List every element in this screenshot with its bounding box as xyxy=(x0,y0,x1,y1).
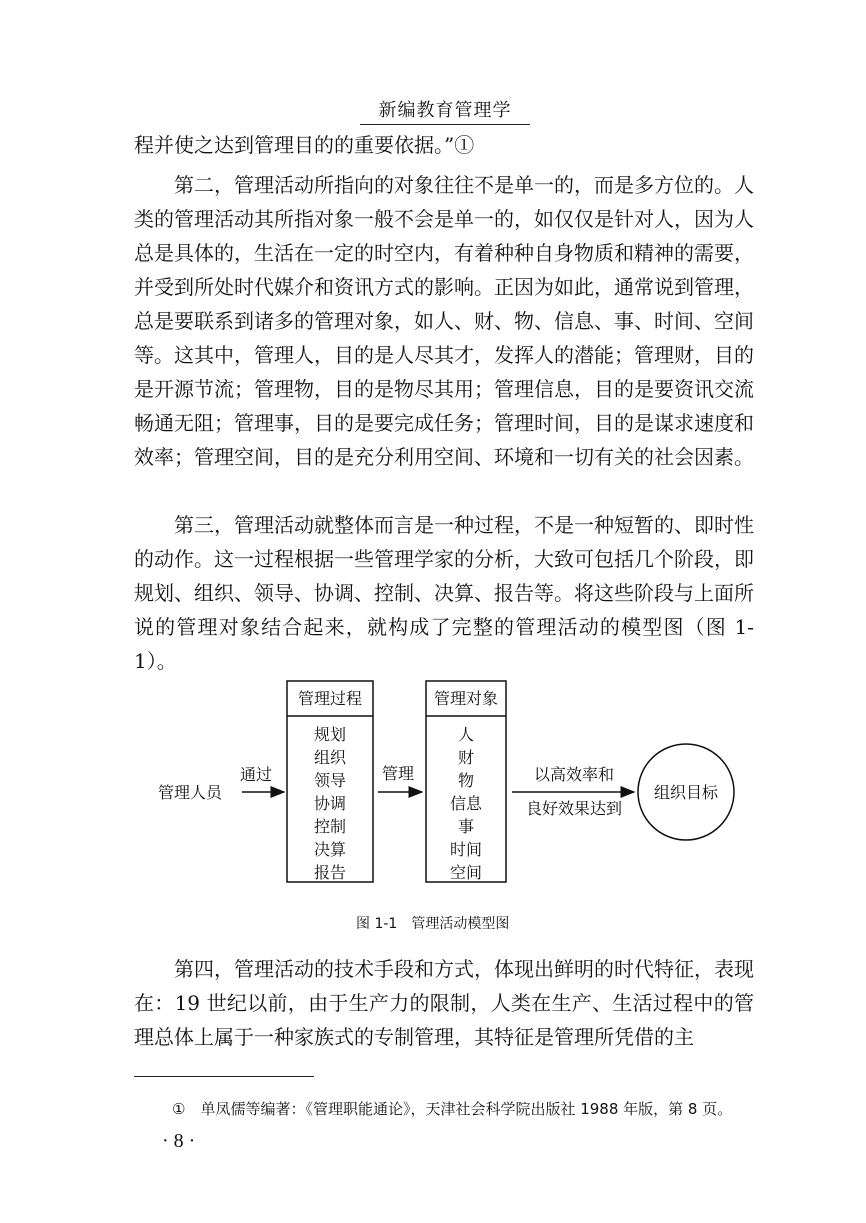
figure-caption: 图 1-1 管理活动模型图 xyxy=(356,916,510,932)
process-item: 决算 xyxy=(313,840,347,859)
object-items xyxy=(450,725,483,882)
process-item: 规划 xyxy=(313,725,347,744)
paragraph-3: 第三，管理活动就整体而言是一种过程，不是一种短暂的、即时性的动作。这一过程根据一些管理学家的分析，大致可包括几个阶段，即规划、组织、领导、协调、控制、决算、报告等。将这些阶段与上面所说的管理对象结合起来，就构成了完整的管理活动的模型图（图 1-1）。 xyxy=(134,513,754,673)
object-item: 信息 xyxy=(449,794,483,813)
footnote: ① 单凤儒等编著：《管理职能通论》，天津社会科学院出版社 1988 年版，第 8 页。 xyxy=(172,1100,733,1118)
process-item: 控制 xyxy=(313,817,347,836)
object-item: 财 xyxy=(457,748,475,767)
object-item: 时间 xyxy=(449,840,483,859)
process-item: 领导 xyxy=(313,771,347,790)
arrow3-label-bottom: 良好效果达到 xyxy=(525,799,623,818)
goal-label: 组织目标 xyxy=(653,783,719,802)
actor-label: 管理人员 xyxy=(158,783,223,802)
process-item: 报告 xyxy=(313,863,347,882)
object-box-title: 管理对象 xyxy=(433,689,499,708)
page-number: · 8 · xyxy=(162,1130,196,1152)
object-item: 事 xyxy=(457,817,475,836)
footnote-rule xyxy=(134,1076,314,1077)
running-head: 新编教育管理学 xyxy=(360,96,530,125)
paragraph-4: 第四，管理活动的技术手段和方式，体现出鲜明的时代特征，表现在：19 世纪以前，由于生产力的限制，人类在生产、生活过程中的管理总体上属于一种家族式的专制管理，其特征是管理所凭借的主 xyxy=(134,957,754,1049)
arrow3-label-top: 以高效率和 xyxy=(533,765,615,784)
arrow1-label: 通过 xyxy=(240,765,273,784)
process-box-title: 管理过程 xyxy=(297,689,363,708)
object-item: 空间 xyxy=(449,863,483,882)
object-item: 物 xyxy=(457,771,475,790)
paragraph-2: 第二，管理活动所指向的对象往往不是单一的，而是多方位的。人类的管理活动其所指对象一般不会是单一的，如仅仅是针对人，因为人总是具体的，生活在一定的时空内，有着种种自身物质和精神的需要，并受到所处时代媒介和资讯方式的影响。正因为如此，通常说到管理，总是要联系到诸多的管理对象，如人、财、物、信息、事、时间、空间等。这其中，管理人，目的是人尽其才，发挥人的潜能；管理财，目的是开源节流；管理物，目的是物尽其用；管理信息，目的是要资讯交流畅通无阻；管理事，目的是要完成任务；管理时间，目的是谋求速度和效率；管理空间，目的是充分利用空间、环境和一切有关的社会因素。 xyxy=(134,173,754,469)
object-item: 人 xyxy=(457,725,475,744)
paragraph-1: 程并使之达到管理目的的重要依据。”① xyxy=(134,133,475,157)
process-item: 协调 xyxy=(313,794,347,813)
management-activity-model-diagram xyxy=(150,676,750,896)
arrow2-label: 管理 xyxy=(382,764,415,783)
process-items xyxy=(314,725,347,882)
process-item: 组织 xyxy=(313,748,347,767)
